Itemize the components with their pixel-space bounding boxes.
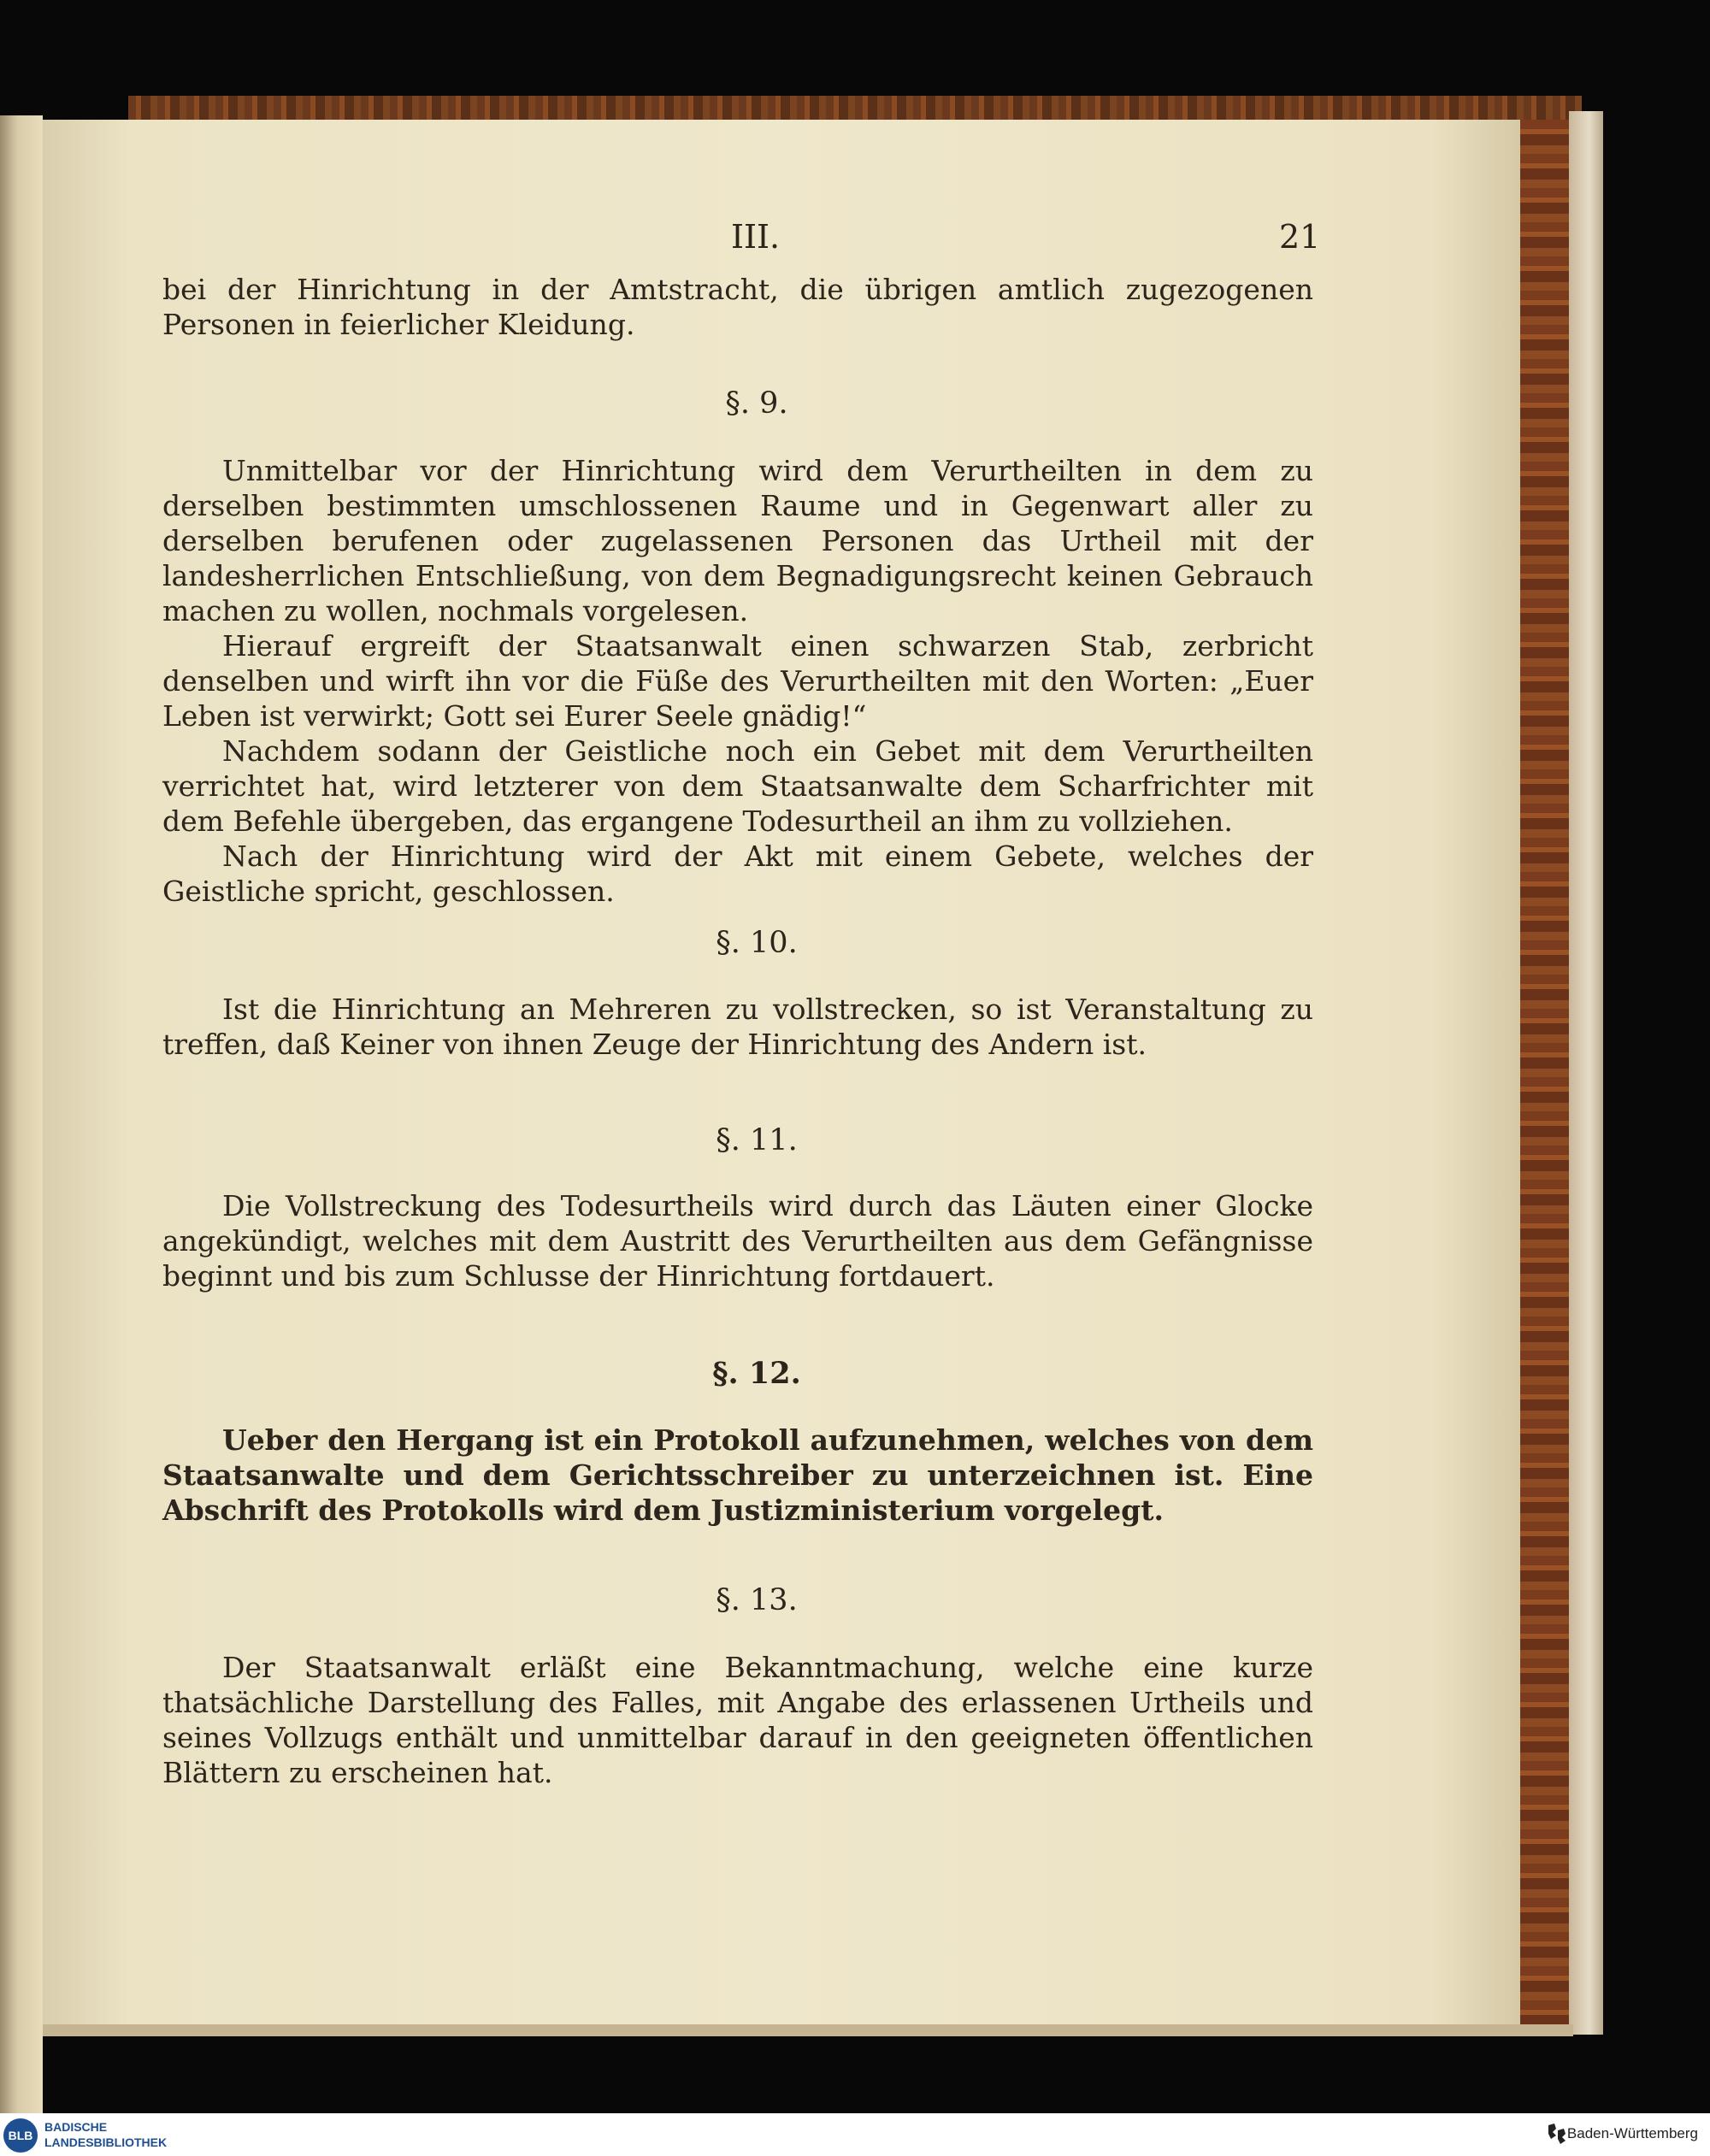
viewer-footer <box>0 2113 1710 2156</box>
section-10-heading <box>0 926 1710 960</box>
library-name-line-1: BADISCHE <box>44 2120 108 2134</box>
intro-paragraph-block <box>162 272 1313 342</box>
baden-wuerttemberg-lions-icon <box>1546 2122 1568 2146</box>
section-9-paragraph-1: Unmittelbar vor der Hinrichtung wird dem Verurtheilten in dem zu derselben bestimmten umschlossenen Raume und in Gegenwart aller zu derselben berufenen oder zugelassenen Personen das Urtheil mit der landesherrlichen Entschließung, von dem Begnadigungsrecht keinen Gebrauch machen zu wollen, nochmals vorgelesen. <box>162 454 1313 627</box>
section-12-body <box>162 1423 1313 1528</box>
intro-paragraph: bei der Hinrichtung in der Amtstracht, die übrigen amtlich zugezogenen Personen in feierlicher Kleidung. <box>162 273 1313 341</box>
section-11-paragraph-1: Die Vollstreckung des Todesurtheils wird durch das Läuten einer Glocke angekündigt, welches mit dem Austritt des Verurtheilten aus dem Gefängnisse beginnt und bis zum Schlusse der Hinrichtung fortdauert. <box>162 1189 1313 1293</box>
section-13-title: §. 13. <box>716 1583 798 1617</box>
section-9-title: §. 9. <box>725 386 788 421</box>
section-12-paragraph-1: Ueber den Hergang ist ein Protokoll aufzunehmen, welches von dem Staatsanwalte und dem Gerichtsschreiber zu unterzeichnen ist. Eine Abschrift des Protokolls wird dem Justizministerium vorgelegt. <box>162 1423 1313 1527</box>
section-13-body <box>162 1650 1313 1790</box>
section-9-body <box>162 453 1313 909</box>
chapter-number: III. <box>731 218 781 256</box>
state-label: Baden-Württemberg <box>1566 2125 1698 2141</box>
library-name <box>44 2119 167 2150</box>
section-11-body <box>162 1188 1313 1293</box>
page-number: 21 <box>1279 218 1321 256</box>
section-10-paragraph-1: Ist die Hinrichtung an Mehreren zu vollstrecken, so ist Veranstaltung zu treffen, daß Keiner von ihnen Zeuge der Hinrichtung des Andern ist. <box>162 993 1313 1061</box>
section-13-paragraph-1: Der Staatsanwalt erläßt eine Bekanntmachung, welche eine kurze thatsächliche Darstellung des Falles, mit Angabe des erlassenen Urtheils und seines Vollzugs enthält und unmittelbar darauf in den geeigneten öffentlichen Blättern zu erscheinen hat. <box>162 1651 1313 1789</box>
page-bottom-edge <box>43 2024 1573 2036</box>
section-9-heading <box>0 386 1710 421</box>
section-9-paragraph-3: Nachdem sodann der Geistliche noch ein Gebet mit dem Verurtheilten verrichtet hat, wird letzterer von dem Staatsanwalte dem Scharfrichter mit dem Befehle übergeben, das ergangene Todesurtheil an ihm zu vollziehen. <box>162 734 1313 838</box>
section-12-heading <box>0 1356 1710 1391</box>
section-9-paragraph-4: Nach der Hinrichtung wird der Akt mit einem Gebete, welches der Geistliche spricht, geschlossen. <box>162 839 1313 908</box>
section-13-heading <box>0 1583 1710 1617</box>
section-11-heading <box>0 1123 1710 1158</box>
section-12-title: §. 12. <box>712 1356 801 1391</box>
section-10-title: §. 10. <box>716 926 798 960</box>
library-name-line-2: LANDESBIBLIOTHEK <box>44 2135 168 2149</box>
section-11-title: §. 11. <box>716 1123 798 1158</box>
blb-logo-icon: BLB <box>3 2118 38 2153</box>
section-10-body <box>162 992 1313 1062</box>
section-9-paragraph-2: Hierauf ergreift der Staatsanwalt einen schwarzen Stab, zerbricht denselben und wirft ihn vor die Füße des Verurtheilten mit den Worten: „Euer Leben ist verwirkt; Gott sei Eurer Seele gnädig!“ <box>162 629 1313 733</box>
